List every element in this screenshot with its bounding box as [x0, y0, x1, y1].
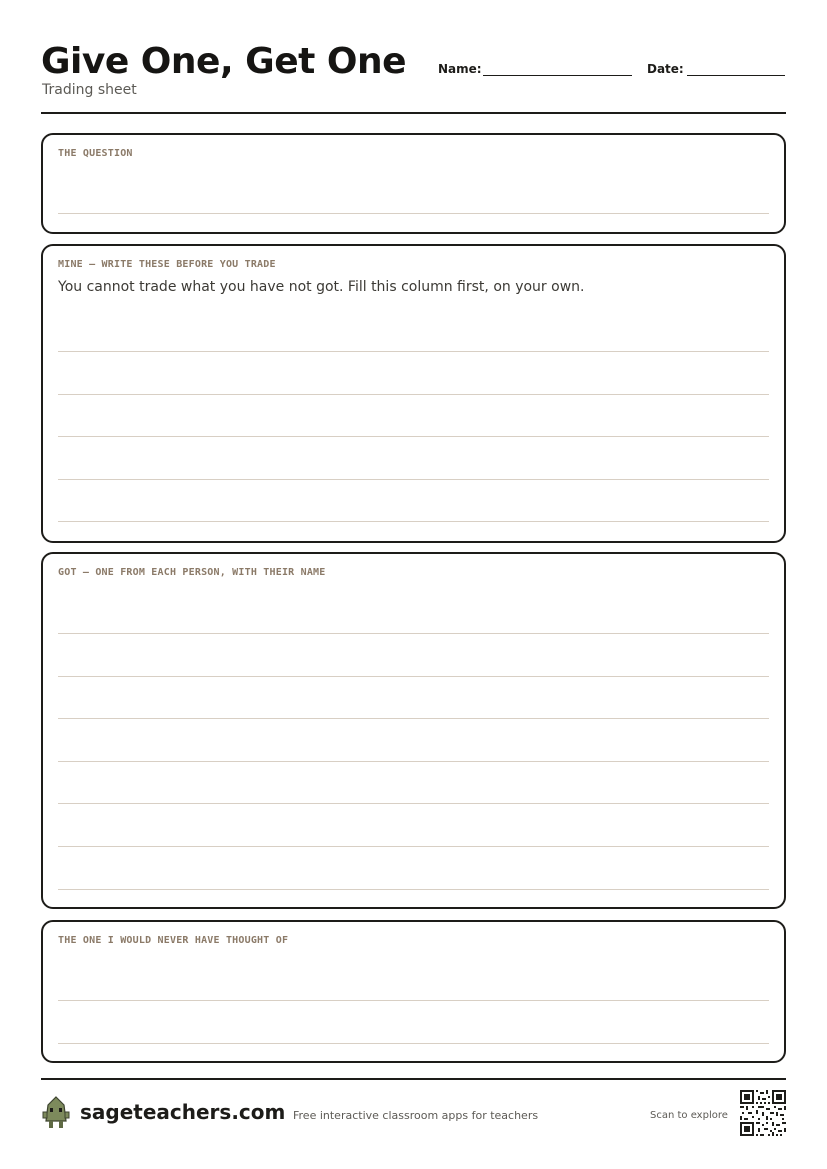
- writing-line[interactable]: [58, 521, 769, 522]
- date-field[interactable]: [687, 75, 785, 76]
- section-instruction: You cannot trade what you have not got. Fill this column first, on your own.: [58, 279, 585, 295]
- question-section: [41, 133, 786, 234]
- footer-tagline: Free interactive classroom apps for teachers: [293, 1109, 539, 1122]
- qr-code-icon[interactable]: [740, 1090, 786, 1136]
- mine-section: [41, 244, 786, 543]
- writing-line[interactable]: [58, 633, 769, 634]
- header-divider: [41, 112, 786, 114]
- section-label: THE ONE I WOULD NEVER HAVE THOUGHT OF: [58, 935, 289, 946]
- writing-line[interactable]: [58, 676, 769, 677]
- writing-line[interactable]: [58, 213, 769, 214]
- page-subtitle: Trading sheet: [42, 82, 137, 98]
- got-section: [41, 552, 786, 909]
- writing-line[interactable]: [58, 761, 769, 762]
- section-label: GOT — ONE FROM EACH PERSON, WITH THEIR NAME: [58, 567, 326, 578]
- writing-line[interactable]: [58, 394, 769, 395]
- name-field[interactable]: [483, 75, 632, 76]
- section-label: THE QUESTION: [58, 148, 133, 159]
- sage-mascot-icon: [41, 1095, 71, 1131]
- section-label: MINE — WRITE THESE BEFORE YOU TRADE: [58, 259, 276, 270]
- name-label: Name:: [438, 62, 482, 76]
- scan-label: Scan to explore: [650, 1110, 728, 1121]
- date-label: Date:: [647, 62, 684, 76]
- writing-line[interactable]: [58, 846, 769, 847]
- surprise-section: [41, 920, 786, 1063]
- writing-line[interactable]: [58, 351, 769, 352]
- writing-line[interactable]: [58, 718, 769, 719]
- footer-divider: [41, 1078, 786, 1080]
- writing-line[interactable]: [58, 889, 769, 890]
- brand-link[interactable]: sageteachers.com: [80, 1100, 286, 1124]
- page-title: Give One, Get One: [41, 41, 407, 82]
- writing-line[interactable]: [58, 479, 769, 480]
- writing-line[interactable]: [58, 1000, 769, 1001]
- writing-line[interactable]: [58, 803, 769, 804]
- writing-line[interactable]: [58, 436, 769, 437]
- writing-line[interactable]: [58, 1043, 769, 1044]
